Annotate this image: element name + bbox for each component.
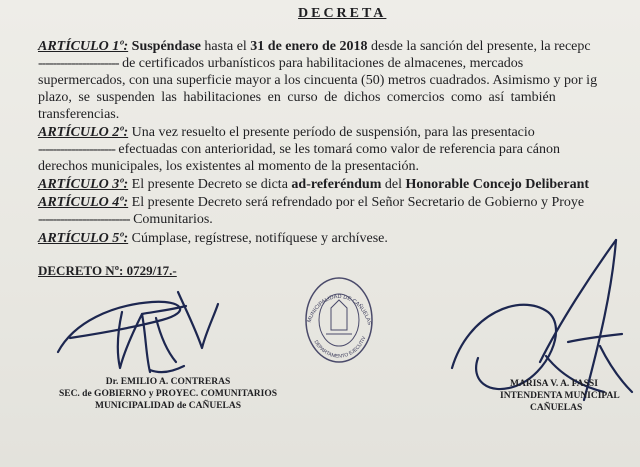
decree-number: DECRETO Nº: 0729/17.- [38, 263, 177, 278]
signatory-right-block [484, 378, 640, 414]
seal-top-text: MUNICIPALIDAD DE CAÑUELAS [306, 294, 373, 326]
signatory-left-role: SEC. de GOBIERNO y PROYEC. COMUNITARIOS [58, 389, 278, 399]
article-2-line-1: ARTÍCULO 2º: Una vez resuelto el presente período de suspensión, para las presentacio [38, 125, 535, 140]
signature-left-icon [58, 292, 218, 372]
signatory-right-name: MARISA V. A. FASSI [510, 379, 598, 389]
decree-title: DECRETA [298, 6, 387, 21]
article-5-label: ARTÍCULO 5º: [38, 231, 129, 246]
article-1-line-2: ---------------------- de certificados urbanísticos para habilitaciones de almacenes, mercados [38, 56, 524, 71]
article-4-label: ARTÍCULO 4º: [38, 195, 129, 210]
seal-bottom-text: DEPARTAMENTO EJECUTIV [312, 335, 368, 360]
signatory-left-block [30, 376, 306, 412]
article-5-line-1: ARTÍCULO 5º: Cúmplase, regístrese, notifíquese y archívese. [38, 231, 388, 246]
signatory-left-org: MUNICIPALIDAD de CAÑUELAS [94, 401, 242, 411]
signatory-left-name: Dr. EMILIO A. CONTRERAS [105, 377, 231, 387]
article-4-line-1: ARTÍCULO 4º: El presente Decreto será refrendado por el Señor Secretario de Gobierno y Proye [38, 195, 585, 210]
article-4-line-2: ------------------------- Comunitarios. [38, 212, 213, 227]
article-2-label: ARTÍCULO 2º: [38, 125, 129, 140]
article-1-line-5: transferencias. [38, 107, 120, 122]
article-1-label: ARTÍCULO 1º: [38, 39, 129, 54]
article-2-line-2: --------------------- efectuadas con anterioridad, se les tomará como valor de referencia para cánon [38, 142, 560, 157]
article-2-line-3: derechos municipales, los existentes al momento de la presentación. [38, 159, 419, 174]
article-1-line-1: ARTÍCULO 1º: Suspéndase hasta el 31 de enero de 2018 desde la sanción del presente, la recepc [38, 39, 591, 54]
svg-text:MUNICIPALIDAD DE CAÑUELAS [307, 294, 373, 326]
article-1-line-3: supermercados, con una superficie mayor a los cincuenta (50) metros cuadrados. Asimismo y por ig [38, 73, 598, 88]
signature-right-icon [452, 240, 632, 400]
article-1-line-4: plazo, se suspenden las habilitaciones en curso de dichos comercios como así también [38, 90, 556, 105]
signatory-right-org: CAÑUELAS [530, 403, 583, 413]
article-1-date: 31 de enero de 2018 [250, 39, 368, 54]
article-1-verb: Suspéndase [131, 39, 201, 54]
signatory-right-role: INTENDENTA MUNICIPAL [500, 391, 620, 401]
article-3-label: ARTÍCULO 3º: [38, 177, 129, 192]
article-3-line-1: ARTÍCULO 3º: El presente Decreto se dicta ad-referéndum del Honorable Concejo Deliberant [38, 177, 590, 192]
